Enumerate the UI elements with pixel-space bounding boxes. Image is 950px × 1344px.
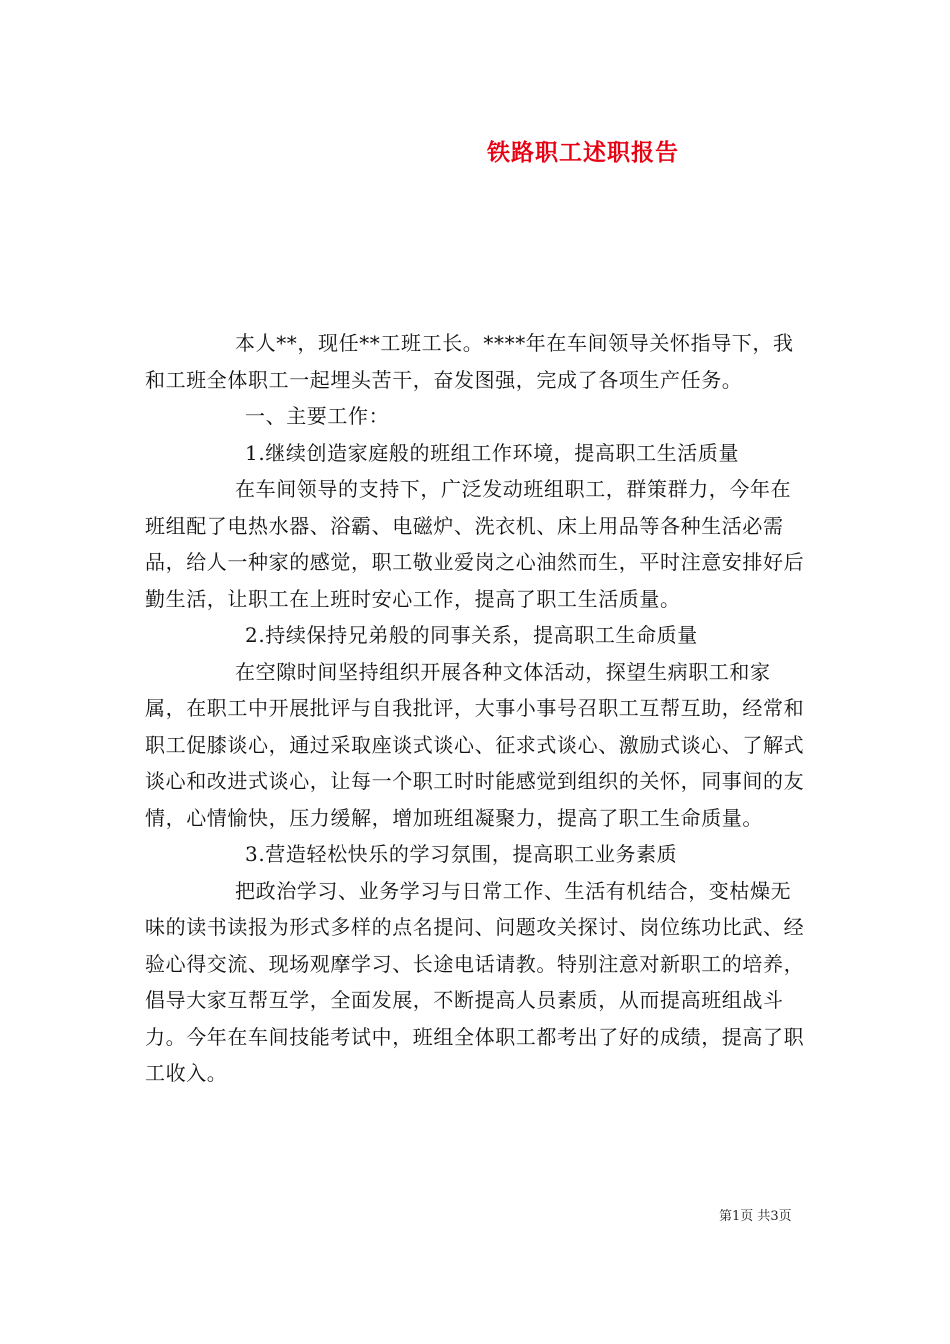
paragraph-3: 把政治学习、业务学习与日常工作、生活有机结合，变枯燥无味的读书读报为形式多样的点名提问、问题攻关探讨、岗位练功比武、经验心得交流、现场观摩学习、长途电话请教。特别注意对新职工的培养，倡导大家互帮互学，全面发展，不断提高人员素质，从而提高班组战斗力。今年在车间技能考试中，班组全体职工都考出了好的成绩，提高了职工收入。 xyxy=(145,878,805,1085)
page-number-footer: 第1页 共3页 xyxy=(719,1209,792,1224)
subheading-1: 1.继续创造家庭般的班组工作环境，提高职工生活质量 xyxy=(245,440,740,465)
paragraph-1: 在车间领导的支持下，广泛发动班组职工，群策群力，今年在班组配了电热水器、浴霸、电磁炉、洗衣机、床上用品等各种生活必需品，给人一种家的感觉，职工敬业爱岗之心油然而生，平时注意安排好后勤生活，让职工在上班时安心工作，提高了职工生活质量。 xyxy=(145,477,805,611)
section-heading-main-work: 一、主要工作： xyxy=(245,404,390,428)
document-body xyxy=(145,325,810,1092)
subheading-3: 3.营造轻松快乐的学习氛围，提高职工业务素质 xyxy=(245,842,678,866)
intro-paragraph: 本人**，现任**工班工长。****年在车间领导关怀指导下，我和工班全体职工一起埋头苦干，奋发图强，完成了各项生产任务。 xyxy=(145,331,794,392)
paragraph-2: 在空隙时间坚持组织开展各种文体活动，探望生病职工和家属，在职工中开展批评与自我批评，大事小事号召职工互帮互助，经常和职工促膝谈心，通过采取座谈式谈心、征求式谈心、激励式谈心、了解式谈心和改进式谈心，让每一个职工时时能感觉到组织的关怀，同事间的友情，心情愉快，压力缓解，增加班组凝聚力，提高了职工生命质量。 xyxy=(145,659,805,830)
subheading-2: 2.持续保持兄弟般的同事关系，提高职工生命质量 xyxy=(245,623,698,647)
document-title: 铁路职工述职报告 xyxy=(487,139,679,166)
